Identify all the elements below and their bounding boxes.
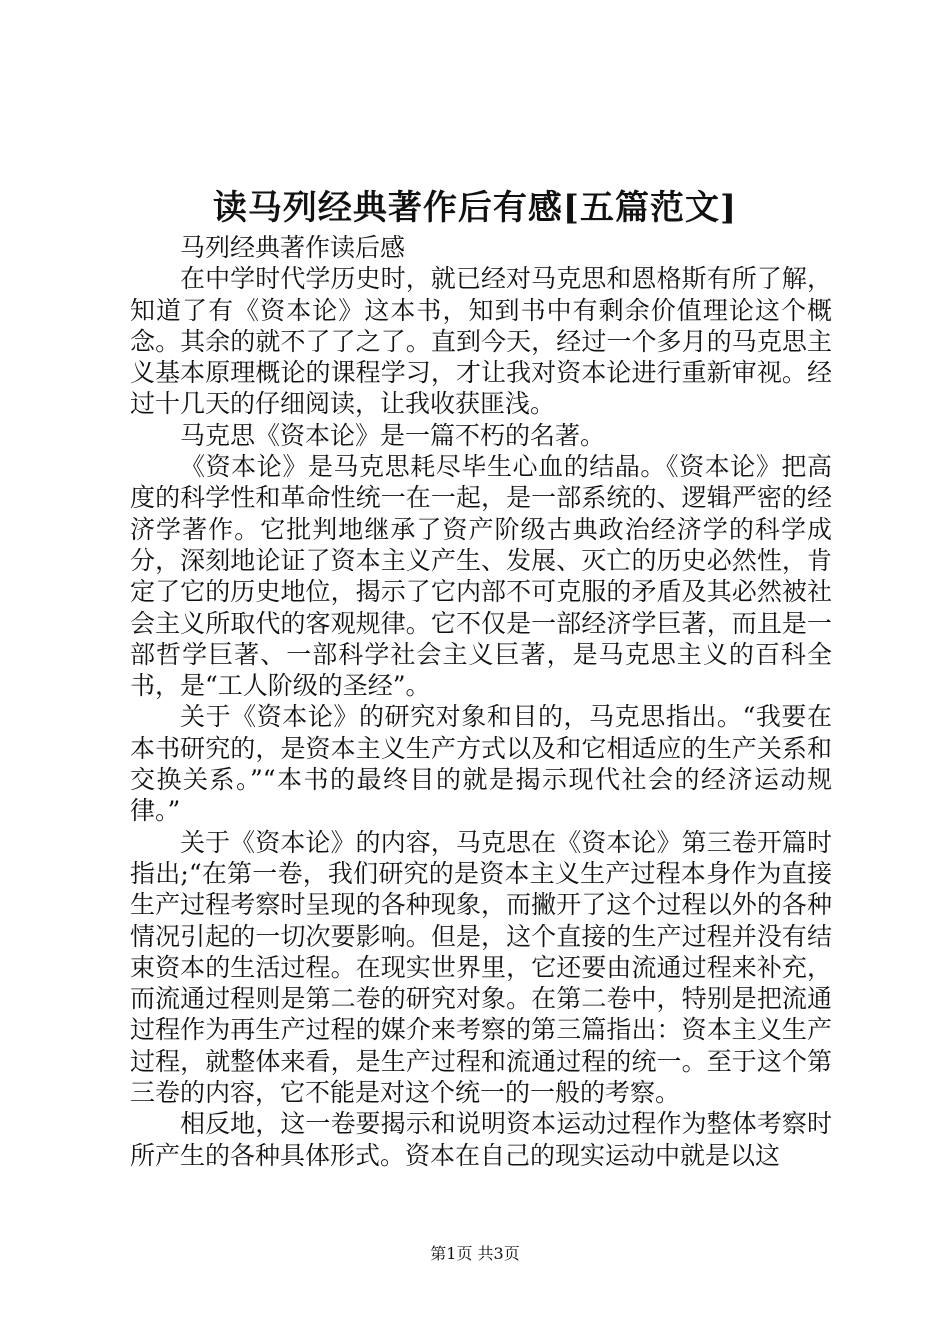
document-body — [130, 232, 832, 1171]
paragraph: 关于《资本论》的内容，马克思在《资本论》第三卷开篇时指出;“在第一卷，我们研究的是资本主义生产过程本身作为直接生产过程考察时呈现的各种现象，而撇开了这个过程以外的各种情况引起的一切次要影响。但是，这个直接的生产过程并没有结束资本的生活过程。在现实世界里，它还要由流通过程来补充，而流通过程则是第二卷的研究对象。在第二卷中，特别是把流通过程作为再生产过程的媒介来考察的第三篇指出：资本主义生产过程，就整体来看，是生产过程和流通过程的统一。至于这个第三卷的内容，它不能是对这个统一的一般的考察。 — [130, 827, 832, 1108]
document-title: 读马列经典著作后有感[五篇范文] — [212, 188, 738, 228]
paragraph: 关于《资本论》的研究对象和目的，马克思指出。“我要在本书研究的，是资本主义生产方式以及和它相适应的生产关系和交换关系。”“本书的最终目的就是揭示现代社会的经济运动规律。” — [130, 702, 832, 826]
paragraph: 相反地，这一卷要揭示和说明资本运动过程作为整体考察时所产生的各种具体形式。资本在自己的现实运动中就是以这 — [130, 1109, 832, 1170]
paragraph: 《资本论》是马克思耗尽毕生心血的结晶。《资本论》把高度的科学性和革命性统一在一起，是一部系统的、逻辑严密的经济学著作。它批判地继承了资产阶级古典政治经济学的科学成分，深刻地论证了资本主义产生、发展、灭亡的历史必然性，肯定了它的历史地位，揭示了它内部不可克服的矛盾及其必然被社会主义所取代的客观规律。它不仅是一部经济学巨著，而且是一部哲学巨著、一部科学社会主义巨著，是马克思主义的百科全书，是“工人阶级的圣经”。 — [130, 452, 832, 701]
paragraph: 马克思《资本论》是一篇不朽的名著。 — [180, 420, 606, 450]
paragraph: 在中学时代学历史时，就已经对马克思和恩格斯有所了解，知道了有《资本论》这本书，知到书中有剩余价值理论这个概念。其余的就不了了之了。直到今天，经过一个多月的马克思主义基本原理概论的课程学习，才让我对资本论进行重新审视。经过十几天的仔细阅读，让我收获匪浅。 — [130, 264, 832, 419]
page-number-footer: 第1页 共3页 — [430, 1244, 520, 1263]
paragraph-subtitle: 马列经典著作读后感 — [180, 233, 406, 262]
